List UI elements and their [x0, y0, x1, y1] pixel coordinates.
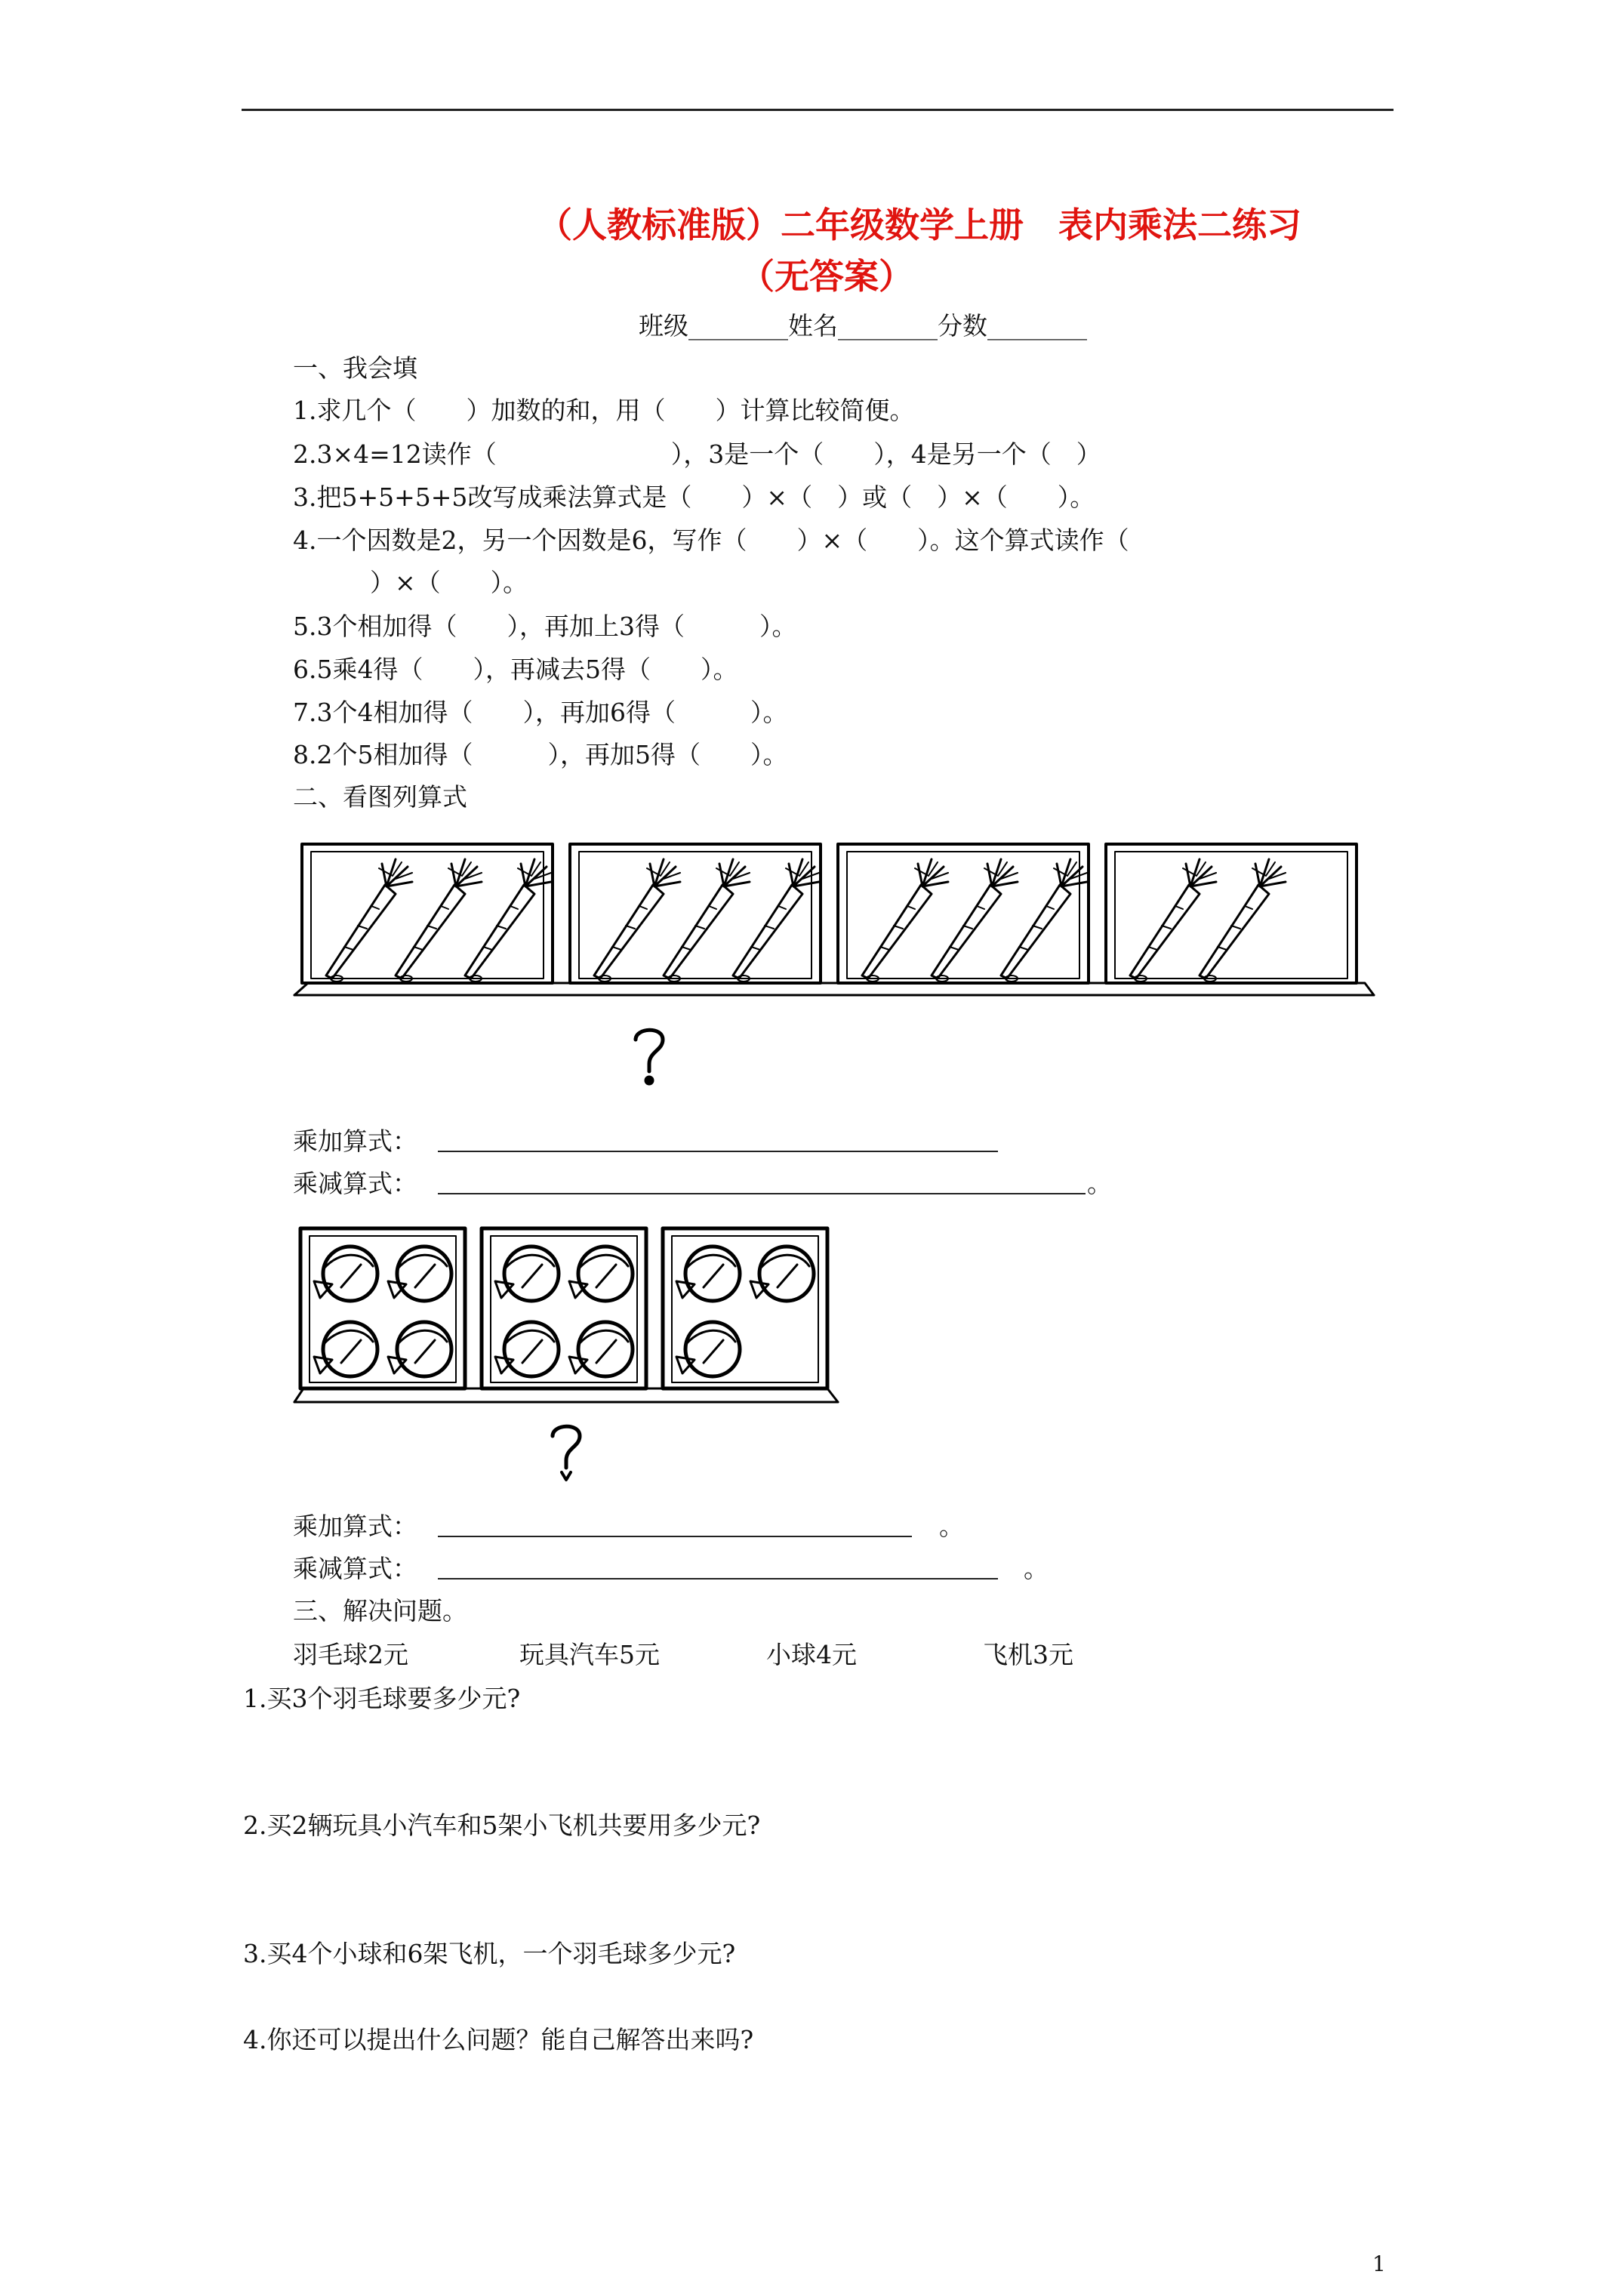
carrot-icon: [1130, 859, 1216, 982]
carrot-box: [838, 844, 1089, 983]
fruit-icon: [314, 1322, 377, 1376]
fruit-icon: [569, 1322, 633, 1376]
carrot-box: [302, 844, 553, 983]
carrot-icon: [932, 859, 1018, 982]
fill-item: 1.求几个（ ）加数的和，用（ ）计算比较简便。: [293, 396, 915, 425]
question-mark-icon: [544, 1419, 589, 1487]
fill-item: 2.3×4=12读作（ ），3是一个（ ），4是另一个（ ）: [293, 439, 1101, 469]
sentence-end: 。: [1024, 1554, 1049, 1583]
carrot-icon: [1001, 859, 1087, 982]
price-item: 玩具汽车5元: [519, 1640, 660, 1669]
student-info-line: 班级________姓名________分数________: [639, 311, 1087, 341]
answer-line: [438, 1578, 998, 1579]
document-title: （人教标准版）二年级数学上册 表内乘法二练习: [537, 205, 1301, 245]
fruit-icon: [388, 1322, 451, 1376]
section-heading-fill: 一、我会填: [293, 353, 417, 383]
fruit-icon: [676, 1247, 740, 1301]
section-heading-problems: 三、解决问题。: [293, 1596, 467, 1626]
carrot-icon: [862, 859, 948, 982]
sentence-end: 。: [1087, 1169, 1112, 1198]
carrot-icon: [465, 859, 551, 982]
fruit-icon: [495, 1247, 559, 1301]
fruit-icon: [569, 1247, 633, 1301]
fruit-icon: [676, 1322, 740, 1376]
carrot-icon: [1200, 859, 1286, 982]
carrot-icon: [594, 859, 680, 982]
sentence-end: 。: [939, 1512, 964, 1541]
problem-question: 4.你还可以提出什么问题？能自己解答出来吗?: [243, 2025, 754, 2054]
answer-line: [438, 1193, 1086, 1194]
fruit-icon: [388, 1247, 451, 1301]
fruit-figure: [294, 1219, 838, 1408]
fill-item: 5.3个相加得（ ），再加上3得（ ）。: [293, 612, 797, 641]
multiply-add-label: 乘加算式：: [293, 1512, 417, 1541]
fill-item: 3.把5+5+5+5改写成乘法算式是（ ）×（ ）或（ ）×（ ）。: [293, 482, 1095, 512]
carrot-figure: [294, 831, 1374, 1004]
fruit-icon: [495, 1322, 559, 1376]
answer-line: [438, 1151, 998, 1152]
multiply-subtract-label: 乘减算式：: [293, 1554, 417, 1583]
fill-item: 8.2个5相加得（ ），再加5得（ ）。: [293, 740, 788, 769]
carrot-icon: [664, 859, 750, 982]
price-item: 飞机3元: [983, 1640, 1073, 1669]
fruit-icon: [750, 1247, 814, 1301]
problem-question: 1.买3个羽毛球要多少元?: [243, 1684, 521, 1713]
multiply-subtract-label: 乘减算式：: [293, 1169, 417, 1198]
carrot-box: [1106, 844, 1357, 983]
document-subtitle: （无答案）: [740, 256, 913, 297]
fruit-icon: [314, 1247, 377, 1301]
carrot-icon: [326, 859, 412, 982]
problem-question: 3.买4个小球和6架飞机，一个羽毛球多少元?: [243, 1939, 736, 1968]
header-rule: [242, 109, 1394, 111]
price-item: 羽毛球2元: [293, 1640, 408, 1669]
carrot-box: [570, 844, 821, 983]
section-heading-picture: 二、看图列算式: [293, 782, 467, 812]
carrot-icon: [733, 859, 819, 982]
multiply-add-label: 乘加算式：: [293, 1126, 417, 1156]
problem-question: 2.买2辆玩具小汽车和5架小飞机共要用多少元?: [243, 1811, 761, 1840]
page-number: 1: [1372, 2251, 1386, 2276]
fill-item: 6.5乘4得（ ），再减去5得（ ）。: [293, 655, 738, 684]
fill-item: 4.一个因数是2，另一个因数是6，写作（ ）×（ ）。这个算式读作（: [293, 525, 1129, 555]
answer-line: [438, 1536, 912, 1537]
question-mark-icon: [627, 1023, 672, 1091]
price-item: 小球4元: [766, 1640, 857, 1669]
carrot-icon: [396, 859, 482, 982]
fill-item: 7.3个4相加得（ ），再加6得（ ）。: [293, 698, 788, 727]
fill-item-continued: ）×（ ）。: [320, 568, 528, 597]
